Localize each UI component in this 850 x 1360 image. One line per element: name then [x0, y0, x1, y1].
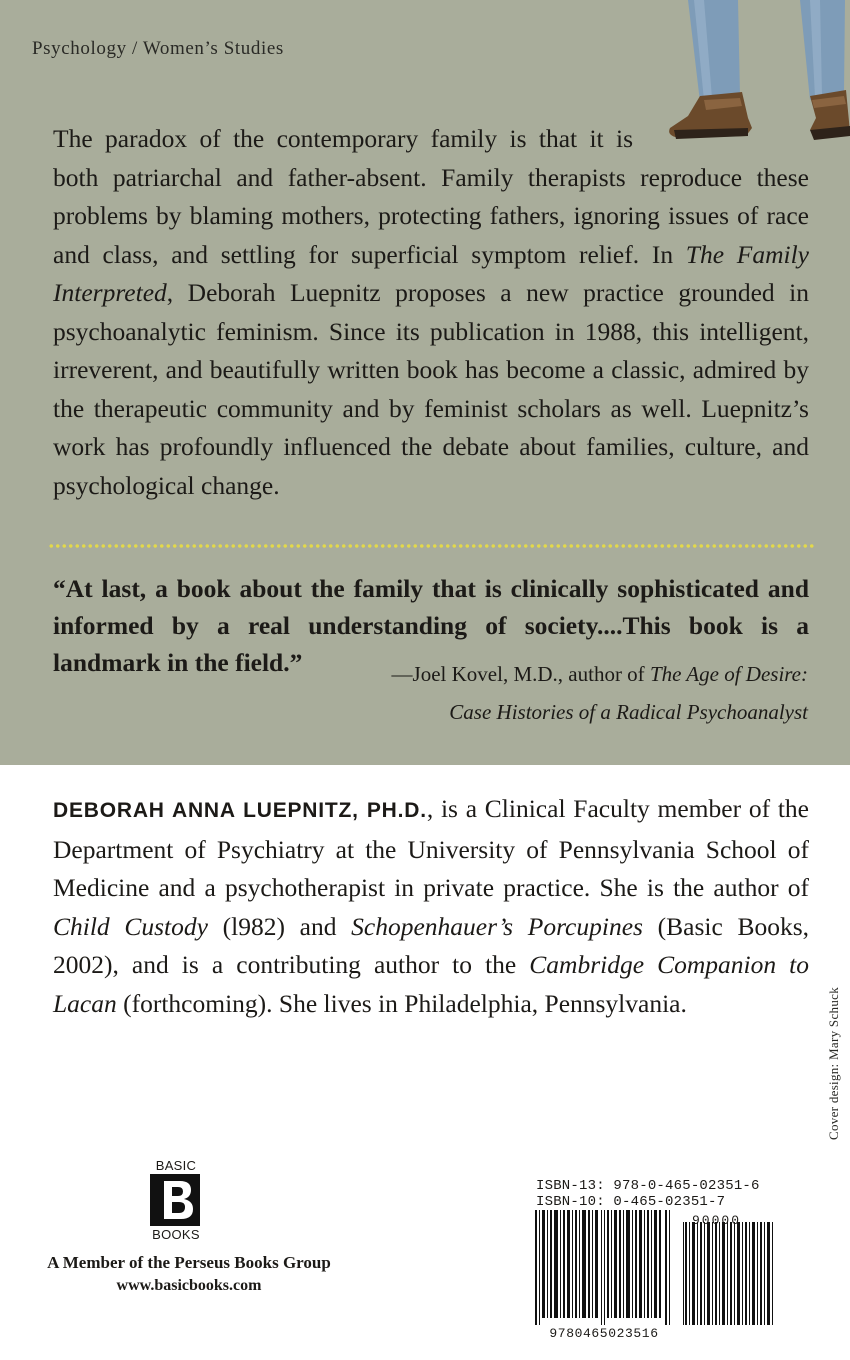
attribution-prefix: —Joel Kovel, M.D., author of — [391, 662, 650, 686]
logo-text-bottom: BOOKS — [152, 1227, 200, 1242]
blurb-text-part2: , Deborah Luepnitz proposes a new practice grounded in psychoanalytic feminism. Since its publication in 1988, this intelligent, irreverent, and beautifully written book has become a classic, admired by the therapeutic community and by feminist scholars as well. Luepnitz’s work has profoundly influenced the debate about families, culture, and psychological change. — [53, 278, 809, 500]
bio-book-1: Child Custody — [53, 911, 208, 941]
author-name: DEBORAH ANNA LUEPNITZ, PH.D. — [53, 799, 427, 822]
dotted-divider — [48, 543, 814, 549]
category-label: Psychology / Women’s Studies — [32, 38, 284, 59]
description-blurb — [53, 120, 809, 505]
bio-text-part3: (Basic Books, 2002), and is a contributing author to the — [53, 911, 810, 979]
author-bio — [53, 790, 809, 1023]
isbn-13: ISBN-13: 978-0-465-02351-6 — [536, 1178, 760, 1194]
bio-text-part4: (forthcoming). She lives in Philadelphia, Pennsylvania. — [116, 988, 687, 1018]
blurb-text-part1: both patriarchal and father-absent. Family therapists reproduce these problems by blaming mothers, protecting fathers, ignoring issues of race and class, and settling for superficial symptom relief. In — [53, 162, 809, 269]
attribution-title-2: Case Histories of a Radical Psychoanalyst — [449, 700, 808, 724]
isbn-10: ISBN-10: 0-465-02351-7 — [536, 1194, 726, 1210]
bio-text-part2: (l982) and — [207, 911, 352, 941]
bio-book-3: Cambridge Companion to Lacan — [53, 950, 809, 1018]
quote-attribution — [392, 655, 808, 731]
publisher-url: www.basicbooks.com — [116, 1277, 262, 1294]
price-code: 90000 — [692, 1213, 742, 1228]
basic-books-logo-icon — [150, 1174, 200, 1226]
barcode-digits: 9780465023516 — [535, 1326, 673, 1341]
blurb-book-title: The Family Interpreted — [53, 239, 809, 307]
publisher-group: A Member of the Perseus Books Group — [47, 1253, 331, 1272]
bio-book-2: Schopenhauer’s Porcupines — [351, 911, 643, 941]
attribution-title-1: The Age of Desire: — [649, 662, 808, 686]
cover-design-credit: Cover design: Mary Schuck — [826, 986, 841, 1140]
bio-text-part1: , is a Clinical Faculty member of the Department of Psychiatry at the University of Pennsylvania School of Medicine and a psychotherapist in private practice. She is the author of — [53, 794, 809, 902]
blurb-first-line: The paradox of the contemporary family is that it is — [53, 124, 633, 153]
logo-text-top: BASIC — [155, 1158, 197, 1173]
review-quote: “At last, a book about the family that is clinically sophisticated and informed by a real understanding of society....This book is a landmark in the field.” — [53, 574, 809, 677]
